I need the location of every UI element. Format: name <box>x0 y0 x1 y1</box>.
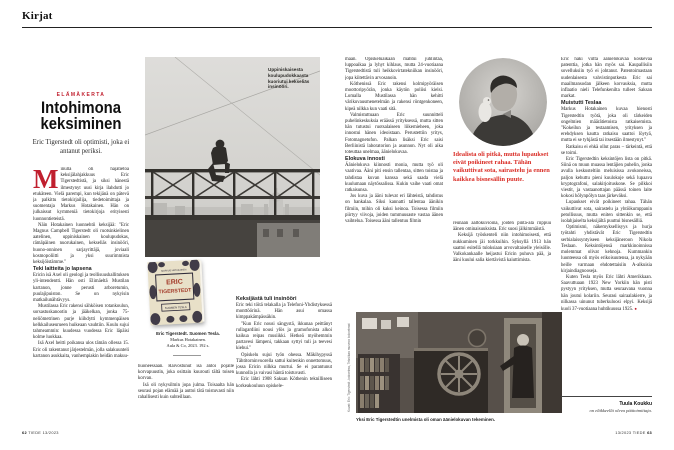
paragraph: Eric Tigerstedtin keksintöjen lista on pitkä. Siinä on muun muassa lentäjien puhelin, jonka avulla keskusteltiin meluisissa avokoneissa, paljon kehuttu pieni kuulokoje sekä lupaava kryptografoni, salakirjoituskone. Se pilkkoi viestit, ja vastaanottajan päässä toinen laite kokosi hölynpölyn taas järkeväksi. <box>561 157 652 200</box>
footer-left-issue: TIEDE 13/2023 <box>28 430 59 435</box>
dropcap: M <box>33 167 59 194</box>
left-column-3 <box>236 296 332 426</box>
left-column-1 <box>33 167 129 425</box>
book-caption <box>138 331 238 348</box>
book-caption-publisher: Aula & Co, 2023. 192 s. <box>166 342 210 348</box>
paragraph: Isä Axel heitti poikansa ulos tämän ollessa 15. Eric oli rakentanut järjestelmän, jolla salakuunteli kartanon asukkaita, vanhempiakin heidän makuu- <box>33 341 129 359</box>
subhead-laitteita: Teki laitteita jo lapsena <box>33 266 92 273</box>
workshop-photo-art <box>356 312 562 413</box>
subhead-elokuva: Elokuva innosti <box>345 156 385 163</box>
book-caption-author: Markus Hotakainen. <box>170 336 206 342</box>
article-title-line2: keksiminen <box>40 115 122 133</box>
footer-right-issue: 13/2023 TIEDE <box>615 430 646 435</box>
right-column-c <box>561 57 652 389</box>
book-cover-art <box>147 260 202 326</box>
footer-right <box>502 430 652 435</box>
portrait-photo-art <box>459 58 547 146</box>
paragraph <box>33 167 129 223</box>
paragraph: huoneessaan. Raivostunut isä antoi pojalle korvapuustin, joka osittain kuurouti tältä toisen korvan. <box>138 364 234 382</box>
paragraph: Eric haki viittä äänielokuvaa koskevaa patenttia, jotka hän myös sai. Kaupallisiin sovelluksiin työ ei johtanut. Patentoimastaan uudenlaisesta vahvistinputkesta Eric sai maailmansodan jälkeen korvauksia, mutta inflaatio nieli Telefunkenilta tulleet Saksan markat. <box>561 57 652 100</box>
subhead-insinoori: Keksijästä tuli insinööri <box>236 296 297 302</box>
paragraph: Äänielokuva kiinnosti monia, mutta työ oli vaativaa. Ääni piti ensin tallentaa, sitten toistaa ja tahdistaa kuvan kanssa sekä saada vielä kuulumaan näytössalissa. Kukin vaihe vaati omat ratkaisunsa. <box>345 163 443 194</box>
paragraph: Ericin isä Axel oli geologi ja teollisuushallituksen yli-intendentti. Hän osti Elimäeltä Mustilan kartanon, jonne perusti arboretumin, puulajipuiston. Se on nykyisin matkailunähtävyys. <box>33 273 129 304</box>
paragraph: Keksijä työskenteli niin intohimoisesti, että nukkuminen jäi torkkuihin. Syksyllä 1913 hän saattoi esitellä tuloksiaan arvovaltaiselle yleisölle. Valkokankaalle heijastui Ericin puhuva pää, ja ääni kuului salia kiertävistä kaiuttimista. <box>453 233 551 264</box>
photo-credit: Kuvat: Eric Tigerstedt -kokoelma, Tekniikan museon kokoelmat <box>347 323 351 412</box>
paragraph: Valmistuttuaan Eric suunnitteli puhelinkeskuksia eräässä yrityksessä, mutta sitten hän tutustui ruotsalaiseen liikemieheen, joka innostui hänen ideoistaan. Perustettiin yritys, Fotomagnetofon. Palkan lisäksi Eric saisi Berliinistä laboratorion ja asunnon. Nyt oli aika toteuttaa unelmaa, äänielokuvaa. <box>345 112 443 156</box>
book-cover-author: MARKUS HOTAKAINEN <box>161 269 187 273</box>
subhead-teslaa: Muistutti Teslaa <box>561 100 602 107</box>
section-title: Kirjat <box>22 10 53 22</box>
book-caption-rule <box>173 355 201 356</box>
header-rule <box>22 27 652 28</box>
article-title-line1: Intohimona <box>40 99 122 117</box>
portrait-photo <box>459 58 547 146</box>
byline-role: on eläkkeellä oleva päätoimittaja. <box>589 408 652 413</box>
book-cover-title-2: TIGERSTEDT <box>158 287 192 296</box>
workshop-photo <box>356 312 562 413</box>
paragraph <box>561 275 652 313</box>
rooftop-photo <box>145 57 320 257</box>
book-cover-subtitle: SUOMEN TESLA <box>164 304 187 311</box>
paragraph: Isä oli nykysilmin jopa julma. Toisaalta hän seurasi pojan elämää ja auttoi tätä toistuvasti niin rahallisesti kuin suhteillaan. <box>138 382 234 401</box>
paragraph-text: inulla oli hajatietoa keksijälahjakkuus Eric Tigerstedtistä, ja siksi hänestä ilmestynyt uusi kirja ilahdutti jo etukäteen. Vielä parempi, kun tekijänä on pätevä ja palkittu tietokirjailija, tiedetoimittaja ja suomentaja Markus Hotakainen. Hän on julkaissut kymmeniä tietokirjoja erityisesti luonnontieteistä. <box>33 167 129 222</box>
page-number-right: 63 <box>647 430 652 435</box>
book-cover-title-1: ERIC <box>165 278 184 287</box>
paragraph: "Kun Eric nousi sängystä, ikkunaa peittänyt rullagardiini nousi ylös ja gramofonista alkoi kaikua reipas musiikki. Hetkeä myöhemmin partavesi lämpeni, takkaan syttyi tuli ja teevesi kiehui." <box>236 321 332 352</box>
paragraph: maan. Opiskeluaikaan mahtui juhlintaa, luppoaikaa ja lyhyt kihlaus, mutta 24-vuotiaana Tigerstedtistä tuli heikkovirtatekniikan insinööri, jopa kiitettävin arvosanoin. <box>345 57 443 81</box>
article-title <box>31 100 132 132</box>
paragraph: Markus Hotakainen kuvaa hienosti Tigerstedtin työtä, joka oli tärkeiden ongelmien määrätietoista ratkaisemista. "Kokeilun ja testaamisen, yrityksen ja erehdyksen kautta ratkaisu saattoi löytyä, mutta ei se tyhjästä tai itsestään ilmestynyt." <box>561 107 652 144</box>
paragraph: Mustilassa Eric rakensi sähköisen rotankoulun, sorsastuskanootin ja jääkelkan, jonka 75-neliömetrinen purje kiihdytti kymmenpäisen kelkkailuseurueen huikeaan vauhtiin. Koulu sujui tahmeammin: kuudessa vuodessa Eric läpäisi kolme luokkaa. <box>33 304 129 341</box>
photo-overlay-caption: Uppiniskaisesta koulupudokkaasta kuoriutui kekseliäs insinööri. <box>268 67 310 90</box>
article-end-mark: ● <box>634 305 637 311</box>
paragraph: Lupaukset eivät poikineet rahaa. Tähän vaikuttivat sota, sairastelu ja yhtiökumppanin petollisuus, mutta eniten sittenkin se, että isolahjaiselta keksijältä puuttui bisnesälliä. <box>561 200 652 225</box>
paragraph: Näin Hotakainen luonnehtii keksijää: "Eric Magnus Campbell Tigerstedt oli ruotsinkielinen aatelinen, uppiniskainen koulupudokas, rämäpäinen nuorukainen, kekseliäs insinööri, huono-onninen sarjayrittäjä, joviaali kosmopoliitti ja yksi suurimmista keksijöistämme." <box>33 222 129 266</box>
paragraph: Opiskelu sujui työn ohessa. Mäkihypyssä Tähtitorninvuorella sattui kuitenkin onnettomuus, jossa Ericin nilkka murtui. Se ei parantunut kunnolla ja vaivasi häntä toistuvasti. <box>236 352 332 377</box>
right-column-b <box>453 221 551 297</box>
page-number-left: 62 <box>22 430 27 435</box>
paragraph: Optimismi, näkemyksellisyys ja hurja työtahti yhdistävät Eric Tigerstedtin serbialaissyntyiseen keksijäneroon Nikola Teslaan. Keksintöjensä markkinoinnissa molemmat olivat kehnoja. Kummankin luonteessa oli myös erikoisuutensa, ja nykyään heille varmaan ehdotettaisiin A-alkuisia kirjaindiagnooseja. <box>561 225 652 274</box>
byline-name: Tuula Koukku <box>619 401 652 407</box>
paragraph: Jos kuva ja ääni tulevat eri lähteistä, tahdistus on hankalaa. Siksi kannatti tallentaa äänikin filmiin, mihin oli kaksi keinoa. Toisessa filmiin piirtyy viivoja, joiden tummuusaste vastaa äänen vaihtelua. Toisessa ääni tallentuu filmin <box>345 194 443 225</box>
left-column-2 <box>138 364 234 422</box>
right-column-a <box>345 57 443 293</box>
paragraph-text: Kuten Tesla myös Eric lähti Amerikkaan. Saavuttuaan 1923 New Yorkiin hän pisti pystyyn yrityksen, mutta seuraavana vuonna hän joutui kolariin. Seurasi sairaalakierre, ja nilkassa uinunut tuberkuloosi elpyi. Keksijä kuoli 37-vuotiaana huhtikuussa 1925. <box>561 274 652 312</box>
workshop-photo-caption: Yksi Eric Tigerstedtin unelmista oli oman äänielokuvan tekeminen. <box>356 417 495 422</box>
paragraph: Ratkaisu ei ehkä ollut paras – tärkeintä, että se toimi. <box>561 144 652 156</box>
article-lede: Eric Tigerstedt oli optimisti, joka ei antanut periksi. <box>32 139 130 155</box>
book-caption-title: Eric Tigerstedt. Suomen Tesla. <box>156 331 220 336</box>
paragraph: Eric lähti 1908 Saksan Köthenin teknilliseen korkeakouluun opiskele- <box>236 377 332 389</box>
paragraph: Köthenissä Eric rakensi kolmipyöräisen moottoripyörän, jonka käytön poliisi kielsi. Lomalla Mustilassa hän kehitti värikuvausmenetelmän ja rakensi röntgenkoneen, kipeä nilkka kun vaati sitä. <box>345 81 443 112</box>
pull-quote: Idealista oli pitkä, mutta lupaukset eivät poikineet rahaa. Tähän vaikuttivat sota, sairastelu ja ennen kaikkea bisnesällin puute. <box>453 151 550 183</box>
book-cover <box>149 261 205 327</box>
paragraph: reunaan aaltokuvioina, joiden pinta-ala riippuu äänen ominaisuuksista. Eric suosi jälkimmäistä. <box>453 221 551 233</box>
article-kicker: ELÄMÄKERTA <box>56 92 106 98</box>
byline-rule <box>561 396 652 397</box>
paragraph: Eric teki töitä telakalla ja Telefoni-Yhdistyksessä monttöörinä. Hän asui omassa kimppakämpässäkin. <box>236 303 332 321</box>
footer-left <box>22 430 59 435</box>
